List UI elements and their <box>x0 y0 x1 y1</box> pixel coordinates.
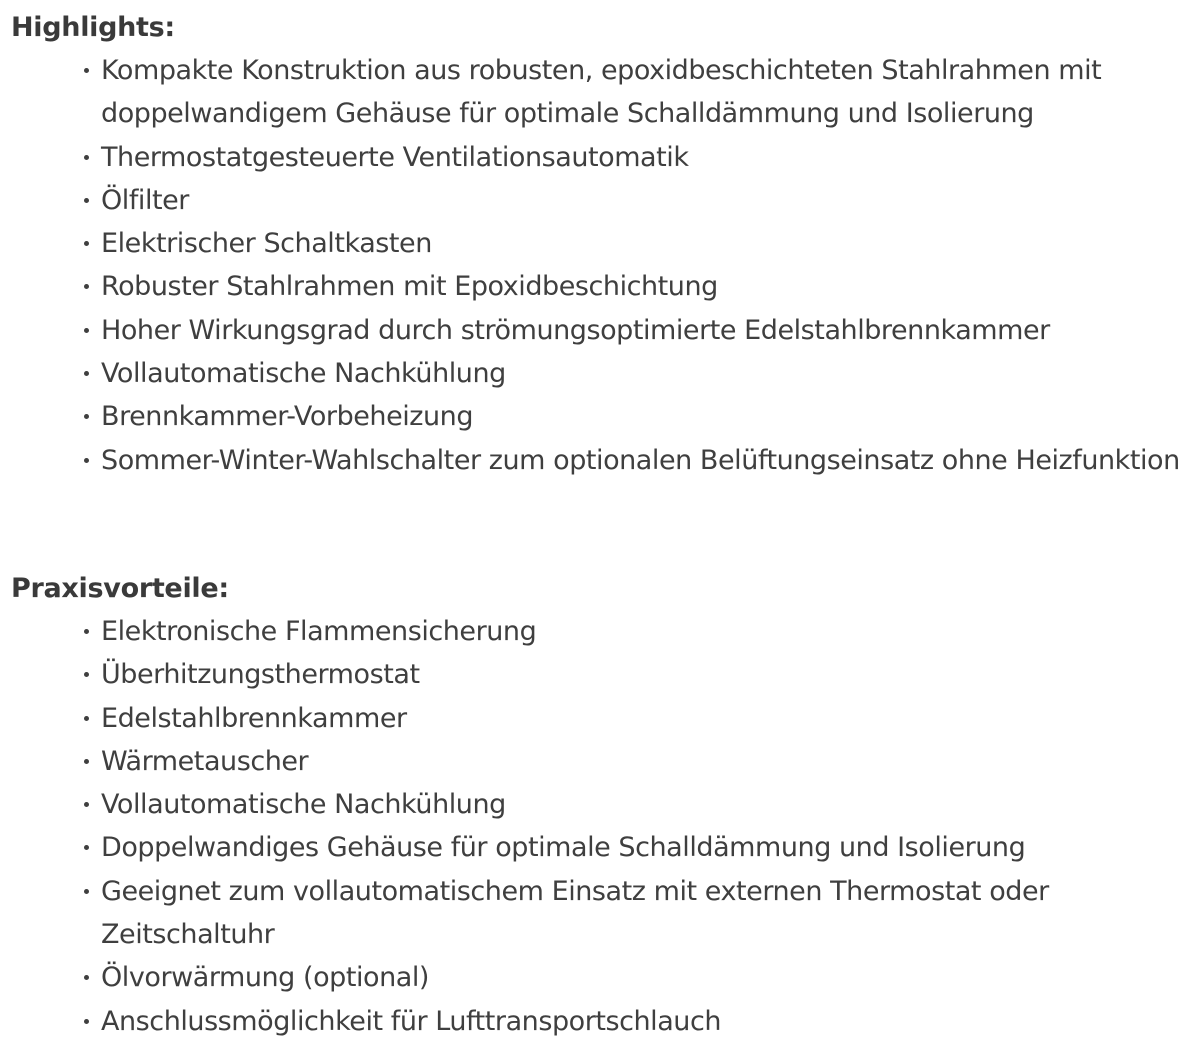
bullet-icon <box>84 155 89 160</box>
list-item-text: Wärmetauscher <box>101 745 309 777</box>
list-item <box>0 697 1200 740</box>
bullet-icon <box>84 629 89 634</box>
bullet-icon <box>84 198 89 203</box>
bullet-icon <box>84 802 89 807</box>
list-item <box>0 352 1200 395</box>
list-item <box>0 309 1200 352</box>
list-item-text: Vollautomatische Nachkühlung <box>101 358 506 390</box>
list-item <box>0 179 1200 222</box>
bullet-icon <box>84 241 89 246</box>
bullet-icon <box>84 672 89 677</box>
list-item <box>0 870 1200 957</box>
bullet-icon <box>84 371 89 376</box>
bullet-icon <box>84 716 89 721</box>
list-item-text: Sommer-Winter-Wahlschalter zum optionalen Belüftungseinsatz ohne Heizfunktion <box>101 444 1180 476</box>
bullet-icon <box>84 328 89 333</box>
list-item-text: Ölfilter <box>101 184 189 216</box>
list-item-text: Anschlussmöglichkeit für Lufttransportschlauch <box>101 1005 722 1037</box>
list-item <box>0 1000 1200 1043</box>
bullet-icon <box>84 889 89 894</box>
list-item-text: Edelstahlbrennkammer <box>101 702 407 734</box>
list-item-text: Doppelwandiges Gehäuse für optimale Schalldämmung und Isolierung <box>101 832 1026 864</box>
list-item-text: Vollautomatische Nachkühlung <box>101 789 506 821</box>
list-item <box>0 740 1200 783</box>
list-item-text: Hoher Wirkungsgrad durch strömungsoptimierte Edelstahlbrennkammer <box>101 314 1050 346</box>
list-item <box>0 783 1200 826</box>
list-item-text: Kompakte Konstruktion aus robusten, epoxidbeschichteten Stahlrahmen mit doppelwandigem Gehäuse für optimale Schalldämmung und Isolierung <box>101 55 1102 130</box>
bullet-icon <box>84 845 89 850</box>
list-item-text: Elektronische Flammensicherung <box>101 616 537 647</box>
highlights-section <box>0 6 1200 482</box>
list-item <box>0 49 1200 136</box>
praxisvorteile-section <box>0 567 1200 1043</box>
list-item-text: Thermostatgesteuerte Ventilationsautomatik <box>101 141 689 173</box>
highlights-heading: Highlights: <box>11 12 175 43</box>
bullet-icon <box>84 68 89 73</box>
list-item <box>0 653 1200 696</box>
list-item <box>0 826 1200 869</box>
bullet-icon <box>84 458 89 463</box>
bullet-icon <box>84 414 89 419</box>
list-item-text: Elektrischer Schaltkasten <box>101 228 432 260</box>
bullet-icon <box>84 1019 89 1024</box>
list-item-text: Überhitzungsthermostat <box>101 659 420 691</box>
list-item-text: Ölvorwärmung (optional) <box>101 962 429 994</box>
bullet-icon <box>84 759 89 764</box>
list-item <box>0 610 1200 653</box>
bullet-icon <box>84 975 89 980</box>
list-item-text: Brennkammer-Vorbeheizung <box>101 401 474 433</box>
list-item <box>0 956 1200 999</box>
list-item-text: Robuster Stahlrahmen mit Epoxidbeschichtung <box>101 271 718 303</box>
list-item-text: Geeignet zum vollautomatischem Einsatz mit externen Thermostat oder Zeitschaltuhr <box>101 875 1049 951</box>
list-item <box>0 395 1200 438</box>
list-item <box>0 439 1200 482</box>
highlights-list <box>0 49 1200 482</box>
bullet-icon <box>84 284 89 289</box>
list-item <box>0 265 1200 308</box>
praxisvorteile-heading: Praxisvorteile: <box>11 573 229 604</box>
list-item <box>0 222 1200 265</box>
list-item <box>0 136 1200 179</box>
praxisvorteile-list <box>0 610 1200 1043</box>
